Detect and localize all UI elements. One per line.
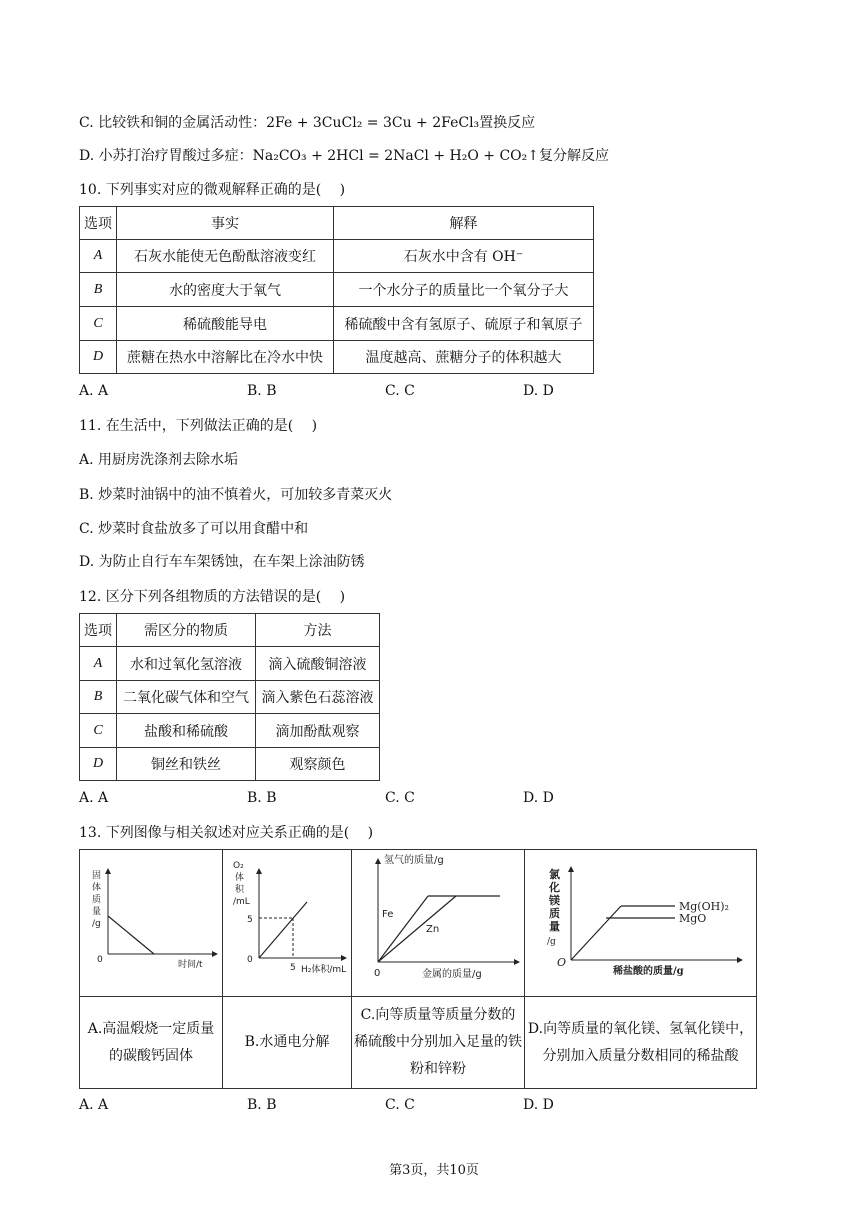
table-header: 需区分的物质 — [117, 614, 256, 647]
table-cell: A — [80, 240, 117, 273]
y-label: /g — [92, 919, 101, 929]
table-header: 选项 — [80, 207, 117, 240]
table-header: 解释 — [334, 207, 594, 240]
table-header-row — [80, 207, 594, 240]
graph-a — [80, 850, 222, 996]
y-axis-arrow — [375, 858, 381, 864]
question-11: 11. 在生活中，下列做法正确的是( ) — [79, 418, 318, 434]
table-cell: 一个水分子的质量比一个氧分子大 — [334, 273, 594, 307]
option-c[interactable]: C. C — [385, 383, 415, 399]
y-label: /g — [547, 937, 556, 947]
table-cell: 观察颜色 — [256, 748, 380, 781]
q11-option-b[interactable]: B. 炒菜时油锅中的油不慎着火，可加较多青菜灭火 — [79, 487, 393, 503]
q11-option-d[interactable]: D. 为防止自行车车架锈蚀，在车架上涂油防锈 — [79, 554, 365, 570]
graph-d — [525, 850, 755, 996]
origin-label: 0 — [374, 968, 381, 979]
fe-line — [378, 896, 428, 962]
curve — [108, 916, 154, 954]
mgo-label: MgO — [679, 912, 707, 925]
y-axis-arrow — [568, 866, 574, 872]
y-label: 固 — [92, 871, 102, 881]
y-axis-arrow — [256, 868, 262, 874]
y-label: 镁 — [549, 894, 560, 907]
table-row — [80, 714, 380, 748]
graph-b-cell — [223, 850, 352, 997]
table-cell: 滴入硫酸铜溶液 — [256, 647, 380, 681]
x-label: 稀盐酸的质量/g — [613, 966, 684, 977]
table-cell: 铜丝和铁丝 — [117, 748, 256, 781]
y-label: /mL — [233, 897, 250, 907]
table-cell: 盐酸和稀硫酸 — [117, 714, 256, 748]
option-a[interactable]: A. A — [79, 383, 109, 399]
option-d[interactable]: D. D — [523, 790, 554, 806]
origin-label: 0 — [97, 955, 103, 965]
table-row — [80, 307, 594, 341]
table-cell: B — [80, 681, 117, 714]
table-cell: 稀硫酸中含有氢原子、硫原子和氧原子 — [334, 307, 594, 341]
graph-row — [80, 850, 757, 997]
rise-line — [571, 906, 621, 960]
option-b[interactable]: B. B — [247, 383, 277, 399]
y-label: 氢气的质量/g — [384, 855, 444, 866]
graph-d-cell — [525, 850, 757, 997]
table-cell: D — [80, 748, 117, 781]
table-cell: 滴加酚酞观察 — [256, 714, 380, 748]
x-axis-arrow — [212, 951, 218, 957]
table-cell: 滴入紫色石蕊溶液 — [256, 681, 380, 714]
zn-line — [378, 896, 456, 962]
table-row — [80, 748, 380, 781]
origin-label: O — [557, 956, 567, 969]
table-cell: 水和过氧化氢溶液 — [117, 647, 256, 681]
x-label: 金属的质量/g — [422, 969, 482, 980]
option-b[interactable]: B. B — [247, 1097, 277, 1113]
table-row — [80, 681, 380, 714]
curve — [259, 902, 307, 958]
table-cell: 蔗糖在热水中溶解比在冷水中快 — [117, 341, 334, 374]
table-cell: C — [80, 714, 117, 748]
table-cell: 温度越高、蔗糖分子的体积越大 — [334, 341, 594, 374]
y-label: 质 — [549, 907, 560, 920]
y-label: 质 — [92, 895, 102, 905]
description-a: A.高温煅烧一定质量的碳酸钙固体 — [80, 997, 223, 1089]
option-d[interactable]: D. D — [523, 383, 554, 399]
y-axis-arrow — [105, 868, 111, 874]
option-c-previous: C. 比较铁和铜的金属活动性：2Fe + 3CuCl₂ = 3Cu + 2FeCl₃置换反应 — [79, 115, 536, 131]
table-cell: D — [80, 341, 117, 374]
option-a[interactable]: A. A — [79, 790, 109, 806]
x-axis-arrow — [341, 955, 347, 961]
table-cell: 水的密度大于氧气 — [117, 273, 334, 307]
description-d: D.向等质量的氧化镁、氢氧化镁中，分别加入质量分数相同的稀盐酸 — [525, 997, 757, 1089]
option-c[interactable]: C. C — [385, 1097, 415, 1113]
q12-table — [79, 613, 380, 781]
table-header-row — [80, 614, 380, 647]
table-header: 事实 — [117, 207, 334, 240]
table-row — [80, 341, 594, 374]
option-b[interactable]: B. B — [247, 790, 277, 806]
y-label: O₂ — [233, 861, 244, 871]
graph-b — [223, 850, 351, 996]
q12-options — [79, 790, 599, 808]
question-12: 12. 区分下列各组物质的方法错误的是( ) — [79, 589, 346, 605]
y-label: 体 — [235, 873, 245, 883]
question-10: 10. 下列事实对应的微观解释正确的是( ) — [79, 182, 346, 198]
y-label: 氯 — [549, 868, 560, 881]
y-label: 化 — [549, 881, 560, 894]
q11-option-a[interactable]: A. 用厨房洗涤剂去除水垢 — [79, 452, 239, 468]
option-c[interactable]: C. C — [385, 790, 415, 806]
x-label: 时间/t — [178, 960, 203, 970]
graph-c — [352, 850, 524, 996]
x-axis-arrow — [737, 957, 743, 963]
origin-label: 0 — [247, 955, 253, 965]
description-b: B.水通电分解 — [223, 997, 352, 1089]
q13-table — [79, 849, 757, 1089]
y-label: 量 — [549, 920, 560, 933]
y-label: 积 — [235, 885, 245, 895]
option-d[interactable]: D. D — [523, 1097, 554, 1113]
fe-label: Fe — [382, 909, 394, 920]
q10-table — [79, 206, 594, 374]
table-header: 方法 — [256, 614, 380, 647]
table-cell: C — [80, 307, 117, 341]
question-13: 13. 下列图像与相关叙述对应关系正确的是( ) — [79, 825, 374, 841]
graph-a-cell — [80, 850, 223, 997]
q11-option-c[interactable]: C. 炒菜时食盐放多了可以用食醋中和 — [79, 521, 309, 537]
table-cell: 稀硫酸能导电 — [117, 307, 334, 341]
option-d-previous: D. 小苏打治疗胃酸过多症：Na₂CO₃ + 2HCl = 2NaCl + H₂O + CO₂↑复分解反应 — [79, 148, 609, 164]
x-tick: 5 — [290, 963, 296, 973]
table-row — [80, 273, 594, 307]
table-cell: 石灰水中含有 OH⁻ — [334, 240, 594, 273]
table-row — [80, 647, 380, 681]
table-cell: 石灰水能使无色酚酞溶液变红 — [117, 240, 334, 273]
graph-c-cell — [352, 850, 525, 997]
description-row — [80, 997, 757, 1089]
y-label: 体 — [92, 883, 102, 893]
table-header: 选项 — [80, 614, 117, 647]
x-axis-arrow — [514, 959, 520, 965]
table-cell: 二氧化碳气体和空气 — [117, 681, 256, 714]
table-cell: A — [80, 647, 117, 681]
description-c: C.向等质量等质量分数的稀硫酸中分别加入足量的铁粉和锌粉 — [352, 997, 525, 1089]
table-row — [80, 240, 594, 273]
option-a[interactable]: A. A — [79, 1097, 109, 1113]
x-label: H₂体积/mL — [301, 965, 347, 975]
mgoh2-label: Mg(OH)₂ — [679, 900, 729, 913]
q13-options — [79, 1097, 599, 1115]
table-cell: B — [80, 273, 117, 307]
y-tick: 5 — [247, 915, 253, 925]
q10-options — [79, 383, 599, 401]
zn-label: Zn — [426, 924, 440, 935]
y-label: 量 — [92, 907, 102, 917]
page-number: 第3页，共10页 — [389, 1163, 479, 1178]
